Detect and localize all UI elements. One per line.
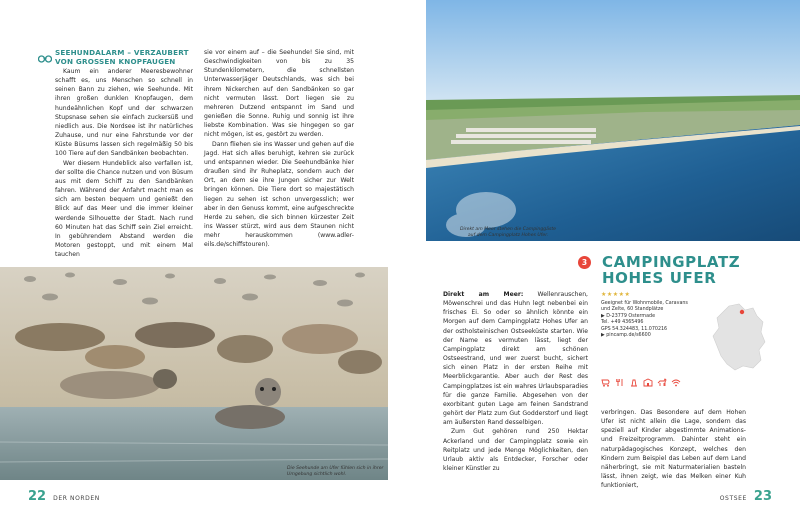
info-line: ▶ D-23779 Ostermade [601, 313, 656, 319]
shop-icon [643, 372, 653, 391]
footer-label: OSTSEE [719, 495, 747, 502]
camp-title-line2: HOHES UFER [602, 269, 717, 287]
right-footer [720, 489, 772, 504]
germany-map [709, 302, 769, 372]
paragraph-text: Wellenrauschen, Möwenschrei und das Huhn legt nebenbei ein frisches Ei. So oder so ähnlich könnte ein Morgen auf dem Campingplatz Hohes Ufer an der ostholsteinischen Ostseeküste starten. Wie der Name es vermuten lässt, liegt der Campingplatz direkt am schönen Ostseestrand, und wer zuerst bucht, sichert sich einen Platz in der ersten Reihe mit Meerblickgarantie. Aber auch der Rest des Campingplatzes ist ein wahres Urlaubsparadies für die ganze Familie. Abgesehen von der exorbitant guten Lage am feinen Sandstrand gehört der Platz zum Gut Godderstorf und liegt am äußersten Rand desselbigen. [443, 291, 588, 427]
info-line: GPS 54.324483, 11.070216 [601, 326, 668, 332]
section-heading-line1: SEEHUNDALARM – VERZAUBERT [55, 48, 189, 57]
section-heading [55, 48, 205, 66]
location-pin-icon [740, 310, 744, 314]
camp-info [601, 301, 711, 339]
left-column-1 [55, 67, 193, 259]
stroller-icon [601, 372, 611, 391]
right-column-1 [443, 290, 588, 473]
info-line: Geeignet für Wohnmobile, Caravans [601, 301, 688, 306]
wifi-icon [671, 372, 681, 391]
page-number: 22 [28, 489, 47, 504]
info-line: Tel. +49 4365496 [601, 320, 644, 326]
paragraph [443, 290, 588, 427]
paragraph: Zum Gut gehören rund 250 Hektar Ackerland und der Campingplatz sowie ein Reitplatz und jede Menge Möglichkeiten, den Urlaub aktiv als Entdecker, Forscher oder kleiner Künstler zu [443, 428, 588, 472]
paragraph: Dann fliehen sie ins Wasser und gehen auf die Jagd. Hat sich alles beruhigt, kehren sie zurück und entspannen wieder. Die Seehundbänke hier draußen sind ihr Ruheplatz, sondern auch der Ort, an dem sie ihre Jungen sicher zur Welt bringen können. Die Tiere dort so majestätisch liegen zu sehen ist schon unvergesslich; wer aber in den Genuss kommt, eine aufgeschreckte Herde zu sehen, die sich binnen kürzester Zeit ins Wasser stürzt, wird aus dem Staunen nicht mehr herauskommen (www.adler-eils.de/schiffstouren). [204, 140, 354, 249]
dog-icon [657, 372, 667, 391]
binoculars-icon [38, 48, 52, 57]
paragraph: verbringen. Das Besondere auf dem Hohen Ufer ist nicht allein die Lage, sondern das speziell auf Kinder abgestimmte Animations- und Freizeitprogramm. Dahinter steht ein naturpädagogisches Konzept, welches den Kindern zum Beispiel das Leben auf dem Land näherbringt, sie mit Naturmaterialien basteln lässt, ihnen zeigt, wie das Melken einer Kuh funktioniert, [601, 409, 746, 490]
left-footer [28, 489, 100, 504]
caption-line: Direkt am Meer stehen die Campinggäste [459, 227, 557, 232]
caption-line: auf dem Campingplatz Hohes Ufer. [467, 233, 549, 239]
left-column-2 [204, 48, 354, 249]
paragraph-lead: Direkt am Meer: [443, 291, 524, 298]
info-line: und Zelte, 60 Standplätze [601, 307, 664, 313]
lighthouse-icon [629, 372, 639, 391]
section-heading-line2: VON GROSSEN KNOPFAUGEN [55, 57, 176, 66]
restaurant-icon [615, 372, 625, 391]
paragraph: sie vor einem auf – die Seehunde! Sie sind, mit Geschwindigkeiten von bis zu 35 Stundenkilometern, die schnellsten Unterwasserjäger Deutschlands, was sich bei ihrem Nickerchen auf den Sandbänken so gar nicht vermuten lässt. Dort liegen sie zu mehreren Dutzend entspannt im Sand und genießen die Sonne. Ruhig und sonnig ist ihre liebste Kombination. Was sie hingegen so gar nicht mögen, ist es, gestört zu werden. [204, 49, 354, 139]
seals-photo-caption [287, 466, 387, 478]
campsite-photo-caption [443, 227, 573, 239]
paragraph: Kaum ein anderer Meeresbewohner schafft es, uns Menschen so schnell in seinen Bann zu ziehen, wie Seehunde. Mit ihren großen dunklen Knopfaugen, dem hundeähnlichen Kopf und der schwarzen Stupsnase sehen sie einfach zuckersüß und niedlich aus. Die Nordsee ist ihr natürliches Zuhause, und nur eine Fahrstunde vor der Küste Büsums lassen sich regelmäßig 50 bis 100 Tiere auf den Sandbänken beobachten. [55, 68, 193, 158]
caption-line: Umgebung sichtlich wohl. [287, 472, 347, 478]
caption-line: Die Seehunde am Ufer fühlen sich in ihrer [287, 466, 384, 471]
camp-number-marker: 3 [578, 256, 591, 269]
camp-title-line1: CAMPINGPLATZ [602, 253, 741, 271]
rating-stars: ★★★★★ [601, 291, 631, 298]
info-link[interactable]: ▶ pincamp.de/s6600 [601, 333, 651, 339]
paragraph: Wer diesem Hundeblick also verfallen ist, der sollte die Chance nutzen und von Büsum aus mit dem Schiff zu den Sandbänken fahren. Während der Anfahrt macht man es sich am besten bequem und genießt den Blick auf das Meer und die immer kleiner werdende Silhouette der Stadt. Nach rund 60 Minuten hat das Schiff sein Ziel erreicht. In gebührendem Abstand werden die Motoren gestoppt, und mit einem Mal tauchen [55, 159, 193, 259]
campsite-aerial-photo [426, 0, 800, 241]
footer-label: DER NORDEN [53, 495, 100, 502]
page-number: 23 [753, 489, 772, 504]
right-column-2 [601, 408, 746, 490]
seals-photo [0, 267, 388, 480]
camp-title [602, 254, 792, 286]
amenity-icons [601, 372, 681, 391]
